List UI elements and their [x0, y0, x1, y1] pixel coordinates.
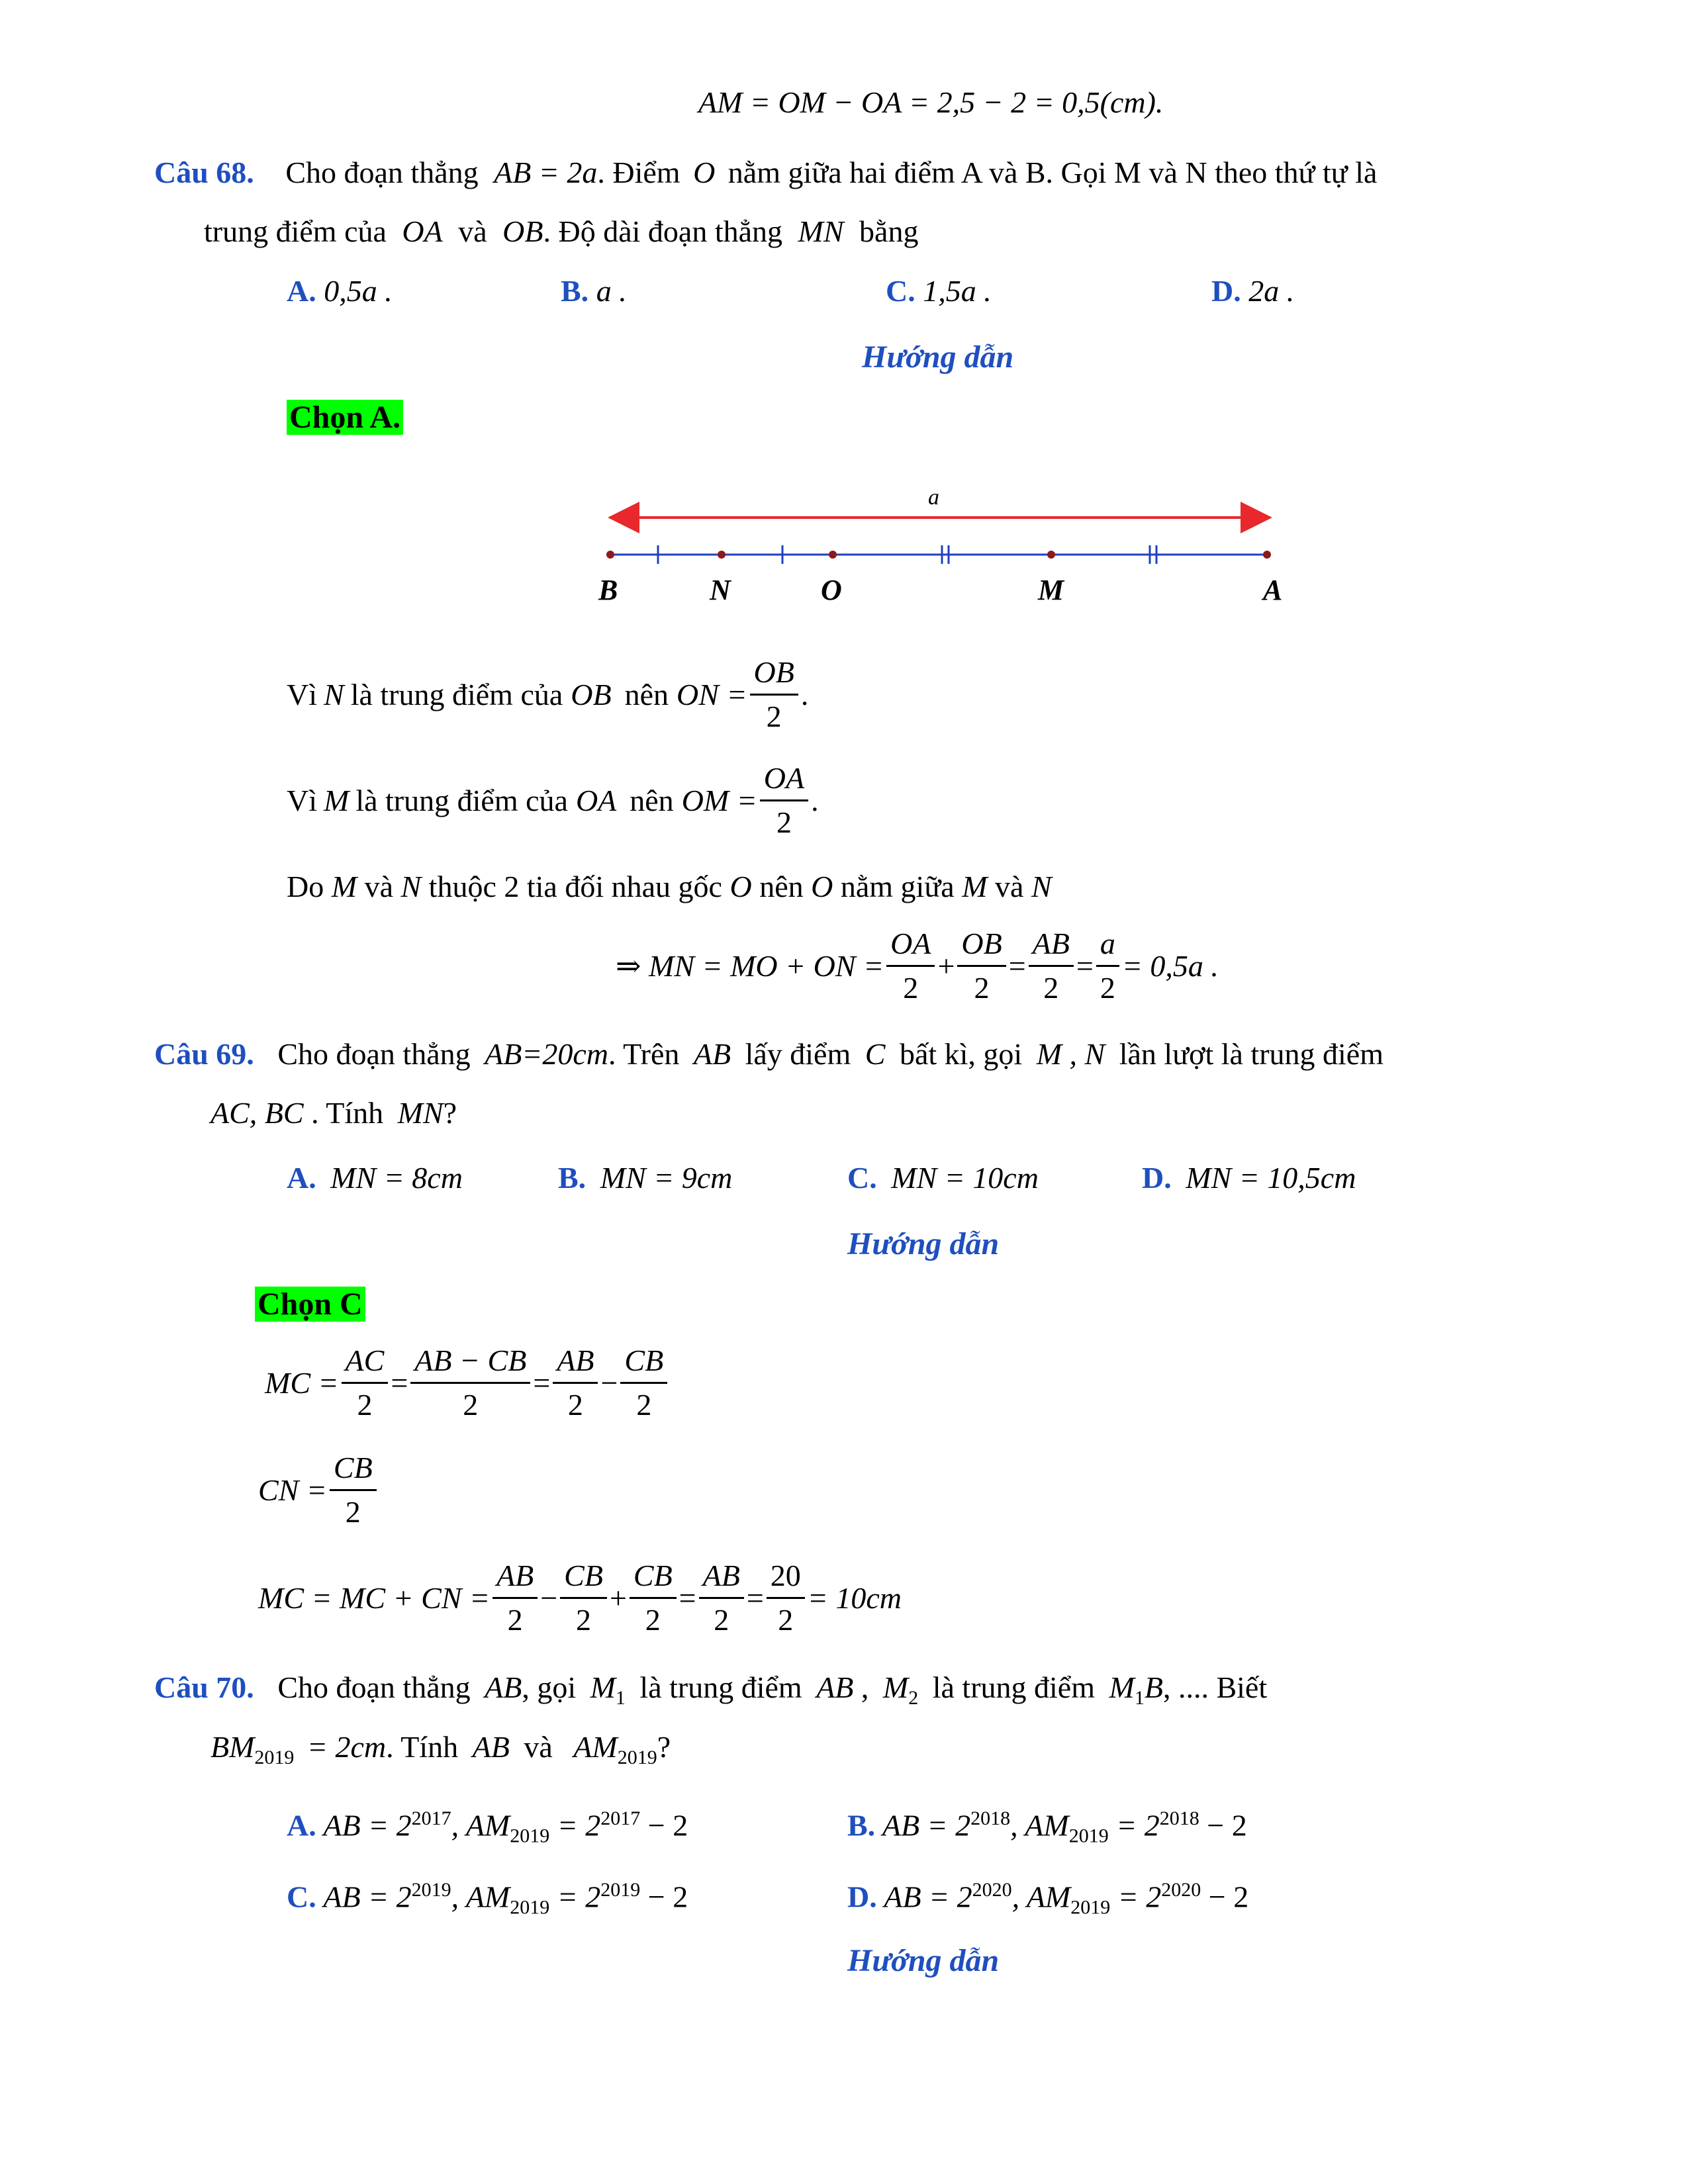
- text: , .... Biết: [1162, 1670, 1268, 1704]
- question-68-line-2: [204, 213, 918, 250]
- q68-option-d[interactable]: [1211, 273, 1294, 310]
- fraction: [620, 1343, 667, 1422]
- q68-text-e: . Độ dài đoạn thẳng: [543, 214, 783, 248]
- math-c: C: [865, 1037, 886, 1071]
- math: − 2: [1208, 1880, 1249, 1914]
- subscript: 2: [908, 1687, 919, 1709]
- point-n: [718, 551, 726, 559]
- text: nằm giữa: [840, 870, 955, 903]
- text: Cho đoạn thẳng: [277, 1670, 471, 1704]
- math-ob: OB: [571, 677, 612, 711]
- subscript: 2019: [510, 1825, 550, 1847]
- label-n: N: [710, 574, 731, 606]
- math: , AM: [451, 1808, 510, 1843]
- fraction: [553, 1343, 598, 1422]
- q68-answer: [287, 398, 403, 444]
- text: ,: [861, 1670, 869, 1704]
- superscript: 2019: [411, 1879, 451, 1901]
- q70-option-d[interactable]: [847, 1872, 1248, 1927]
- denominator: 2: [1043, 971, 1059, 1005]
- option-letter: D.: [847, 1880, 877, 1914]
- denominator: 2: [345, 1495, 361, 1529]
- subscript: 2019: [617, 1747, 657, 1769]
- fraction: [699, 1559, 744, 1637]
- point-b: [606, 551, 614, 559]
- math-lhs: CN =: [258, 1473, 327, 1507]
- denominator: 2: [766, 700, 782, 733]
- text: là trung điểm của: [355, 783, 568, 817]
- math-ab: AB=20cm: [485, 1037, 608, 1071]
- option-letter: D.: [1211, 274, 1241, 308]
- math-result: = 0,5a .: [1121, 948, 1219, 983]
- text: nên: [630, 783, 674, 817]
- math: − 2: [1207, 1808, 1247, 1843]
- text: là trung điểm: [932, 1670, 1096, 1704]
- q68-math-ab: AB = 2a: [494, 156, 598, 189]
- math-n: N: [400, 870, 422, 903]
- option-value: MN = 10cm: [891, 1161, 1039, 1195]
- math-ab: AB: [472, 1730, 510, 1764]
- option-letter: A.: [287, 1161, 316, 1195]
- text: . Tính: [386, 1730, 459, 1764]
- text: Do: [287, 870, 324, 903]
- denominator: 2: [776, 805, 792, 839]
- option-letter: C.: [886, 274, 915, 308]
- denominator: 2: [636, 1388, 652, 1422]
- option-value: MN = 8cm: [330, 1161, 463, 1195]
- superscript: 2020: [972, 1879, 1012, 1901]
- segment-figure: [583, 483, 1311, 615]
- q69-equation-1: MC = $\frac{AC}{2}$ = $\frac{AB - CB}{2}$ = $\frac{AB}{2}$ − $\frac{CB}{2}$: [265, 1343, 670, 1422]
- superscript: 2018: [970, 1807, 1011, 1829]
- fraction: [1029, 927, 1074, 1005]
- q69-equation-3: MC = MC + CN = $\frac{AB}{2}$ − $\frac{CB}{2}$ + $\frac{CB}{2}$ = $\frac{AB}{2}$ = $\frac{20}{2}$ = 10cm: [258, 1559, 902, 1637]
- q68-math-mn: MN: [798, 214, 844, 248]
- text: là trung điểm: [639, 1670, 802, 1704]
- subscript: 2019: [254, 1747, 295, 1769]
- math-eq: = 2cm: [306, 1730, 387, 1764]
- text: . Tính: [311, 1096, 384, 1130]
- option-letter: C.: [847, 1161, 877, 1195]
- top-equation: AM = OM − OA = 2,5 − 2 = 0,5(cm).: [698, 85, 1164, 119]
- denominator: 2: [645, 1603, 661, 1637]
- numerator: OA: [886, 927, 935, 967]
- fraction: [767, 1559, 805, 1637]
- text: lần lượt là trung điểm: [1119, 1037, 1384, 1071]
- text: và: [364, 870, 393, 903]
- numerator: CB: [560, 1559, 607, 1599]
- denominator: 2: [357, 1388, 373, 1422]
- superscript: 2017: [600, 1807, 641, 1829]
- q69-option-a[interactable]: [287, 1160, 463, 1197]
- question-68-line-1: [154, 154, 1377, 191]
- text: nên: [759, 870, 804, 903]
- text: thuộc 2 tia đối nhau gốc: [428, 870, 722, 903]
- text: ?: [657, 1730, 671, 1764]
- option-value: 0,5a .: [324, 274, 393, 308]
- subscript: 2019: [1068, 1825, 1109, 1847]
- numerator: CB: [330, 1451, 377, 1491]
- fraction: [492, 1559, 538, 1637]
- option-letter: C.: [287, 1880, 316, 1914]
- math: , AM: [1011, 1880, 1071, 1914]
- fraction: [1096, 927, 1119, 1005]
- math-ab: AB: [693, 1037, 731, 1071]
- fraction: [760, 761, 808, 840]
- question-70-label: Câu 70.: [154, 1670, 254, 1704]
- q68-guide-heading: Hướng dẫn: [862, 340, 1014, 375]
- math: = 2: [1117, 1880, 1162, 1914]
- math-result: = 10cm: [807, 1580, 902, 1615]
- q68-text-a: Cho đoạn thẳng: [285, 156, 479, 189]
- text: bất kì, gọi: [899, 1037, 1023, 1071]
- math-lhs: ⇒ MN = MO + ON =: [616, 948, 884, 983]
- numerator: OB: [750, 655, 798, 696]
- math-on: ON =: [677, 677, 747, 711]
- subscript: 2019: [1070, 1896, 1111, 1919]
- q68-option-a[interactable]: [287, 273, 393, 310]
- math-mn: M , N: [1036, 1037, 1105, 1071]
- question-68-label: Câu 68.: [154, 156, 254, 189]
- math-oa: OA: [575, 783, 617, 817]
- fraction: [750, 655, 798, 734]
- denominator: 2: [714, 1603, 729, 1637]
- denominator: 2: [463, 1388, 479, 1422]
- math-b: B: [1144, 1670, 1163, 1704]
- q68-solution-1: Vì N là trung điểm của OB nên ON = $\frac{OB}{2}$ .: [287, 655, 809, 733]
- q69-answer-highlight: Chọn C: [255, 1287, 365, 1322]
- q70-option-c[interactable]: [287, 1872, 688, 1927]
- q68-solution-4: ⇒ MN = MO + ON = $\frac{OA}{2}$ + $\frac{OB}{2}$ = $\frac{AB}{2}$ = $\frac{a}{2}$ = 0,5a .: [616, 927, 1219, 1005]
- superscript: 2017: [411, 1807, 451, 1829]
- text: . Trên: [608, 1037, 680, 1071]
- math-ac-bc: AC, BC: [211, 1096, 304, 1130]
- q68-text-f: bằng: [859, 214, 919, 248]
- superscript: 2020: [1161, 1879, 1201, 1901]
- text: ?: [443, 1096, 457, 1130]
- q69-option-b[interactable]: [558, 1160, 732, 1197]
- math-bm: BM: [211, 1730, 255, 1764]
- numerator: AC: [342, 1343, 389, 1384]
- option-value: 1,5a .: [923, 274, 992, 308]
- math: = 2: [557, 1880, 601, 1914]
- math-n: N: [324, 677, 344, 711]
- text: Cho đoạn thẳng: [277, 1037, 471, 1071]
- q70-option-b[interactable]: [847, 1800, 1247, 1855]
- superscript: 2019: [600, 1879, 641, 1901]
- subscript: 1: [615, 1687, 626, 1709]
- math-m: M: [590, 1670, 616, 1704]
- q68-text-d: trung điểm của: [204, 214, 387, 248]
- q69-answer: [255, 1285, 365, 1331]
- arrow-label: a: [928, 485, 939, 510]
- math: AB = 2: [323, 1808, 412, 1843]
- denominator: 2: [974, 971, 990, 1005]
- text: nên: [624, 677, 669, 711]
- math-ab: AB: [816, 1670, 854, 1704]
- numerator: OA: [760, 761, 808, 801]
- numerator: CB: [630, 1559, 677, 1599]
- option-value: MN = 9cm: [600, 1161, 733, 1195]
- option-letter: D.: [1142, 1161, 1172, 1195]
- fraction: [410, 1343, 530, 1422]
- text: Vì: [287, 783, 317, 817]
- q69-guide-heading: Hướng dẫn: [847, 1226, 1000, 1261]
- math-m: M: [324, 783, 350, 817]
- text: lấy điểm: [745, 1037, 851, 1071]
- math: AB = 2: [323, 1880, 412, 1914]
- math-m: M: [331, 870, 357, 903]
- math-o: O: [729, 870, 752, 903]
- q68-solution-3: [287, 868, 1052, 905]
- math-ab: AB: [485, 1670, 522, 1704]
- numerator: AB: [553, 1343, 598, 1384]
- math-am: AM: [573, 1730, 618, 1764]
- denominator: 2: [778, 1603, 794, 1637]
- denominator: 2: [576, 1603, 592, 1637]
- text: Vì: [287, 677, 317, 711]
- math-lhs: MC =: [265, 1365, 339, 1400]
- numerator: CB: [620, 1343, 667, 1384]
- numerator: AB: [1029, 927, 1074, 967]
- math: − 2: [647, 1808, 688, 1843]
- numerator: AB: [699, 1559, 744, 1599]
- subscript: 1: [1134, 1687, 1145, 1709]
- math: = 2: [1116, 1808, 1160, 1843]
- math: AB = 2: [882, 1808, 971, 1843]
- superscript: 2018: [1159, 1807, 1199, 1829]
- option-letter: B.: [847, 1808, 876, 1843]
- q68-math-o: O: [693, 156, 716, 189]
- fraction: [330, 1451, 377, 1529]
- label-o: O: [821, 574, 842, 606]
- question-69-line-2: [211, 1095, 457, 1132]
- denominator: 2: [567, 1388, 583, 1422]
- q70-guide-heading: Hướng dẫn: [847, 1943, 1000, 1978]
- fraction: [342, 1343, 389, 1422]
- text: là trung điểm của: [350, 677, 563, 711]
- denominator: 2: [507, 1603, 523, 1637]
- option-letter: B.: [561, 274, 589, 308]
- math: , AM: [451, 1880, 510, 1914]
- q68-math-ob: OB: [502, 214, 543, 248]
- option-letter: A.: [287, 1808, 316, 1843]
- label-m: M: [1038, 574, 1064, 606]
- math: = 2: [557, 1808, 601, 1843]
- question-69-label: Câu 69.: [154, 1037, 254, 1071]
- denominator: 2: [903, 971, 919, 1005]
- subscript: 2019: [510, 1896, 550, 1919]
- text: và: [995, 870, 1024, 903]
- fraction: [560, 1559, 607, 1637]
- option-value: MN = 10,5cm: [1186, 1161, 1356, 1195]
- math-m: M: [962, 870, 988, 903]
- q69-option-c[interactable]: [847, 1160, 1039, 1197]
- denominator: 2: [1100, 971, 1115, 1005]
- math-om: OM =: [681, 783, 757, 817]
- math-n: N: [1031, 870, 1052, 903]
- q68-option-c[interactable]: [886, 273, 992, 310]
- question-70-line-2: [211, 1729, 671, 1776]
- label-a: A: [1263, 574, 1283, 606]
- label-b: B: [598, 574, 618, 606]
- numerator: OB: [957, 927, 1006, 967]
- q68-math-oa: OA: [402, 214, 443, 248]
- question-69-line-1: [154, 1036, 1383, 1073]
- point-o: [829, 551, 837, 559]
- fraction: [630, 1559, 677, 1637]
- numerator: 20: [767, 1559, 805, 1599]
- q68-answer-highlight: Chọn A.: [287, 400, 403, 435]
- math: AB = 2: [884, 1880, 972, 1914]
- text: , gọi: [522, 1670, 577, 1704]
- q68-option-b[interactable]: [561, 273, 627, 310]
- q69-option-d[interactable]: [1142, 1160, 1356, 1197]
- question-70-line-1: [154, 1669, 1267, 1717]
- q70-option-a[interactable]: [287, 1800, 688, 1855]
- option-letter: B.: [558, 1161, 586, 1195]
- math-lhs: MC = MC + CN =: [258, 1580, 490, 1615]
- math-o: O: [811, 870, 833, 903]
- q68-text-b: . Điểm: [597, 156, 680, 189]
- numerator: AB − CB: [410, 1343, 530, 1384]
- math-m: M: [1109, 1670, 1135, 1704]
- math-m: M: [882, 1670, 909, 1704]
- option-value: 2a .: [1248, 274, 1295, 308]
- q68-solution-2: Vì M là trung điểm của OA nên OM = $\frac{OA}{2}$ .: [287, 761, 819, 839]
- text: và: [524, 1730, 553, 1764]
- numerator: a: [1096, 927, 1119, 967]
- math: , AM: [1010, 1808, 1069, 1843]
- numerator: AB: [492, 1559, 538, 1599]
- q69-equation-2: [258, 1451, 379, 1529]
- point-a: [1263, 551, 1271, 559]
- q68-text-va: và: [458, 214, 487, 248]
- fraction: [957, 927, 1006, 1005]
- option-value: a .: [596, 274, 627, 308]
- q68-text-c: nằm giữa hai điểm A và B. Gọi M và N theo thứ tự là: [727, 156, 1378, 189]
- math: − 2: [647, 1880, 688, 1914]
- option-letter: A.: [287, 274, 316, 308]
- fraction: [886, 927, 935, 1005]
- math-mn: MN: [397, 1096, 444, 1130]
- point-m: [1047, 551, 1055, 559]
